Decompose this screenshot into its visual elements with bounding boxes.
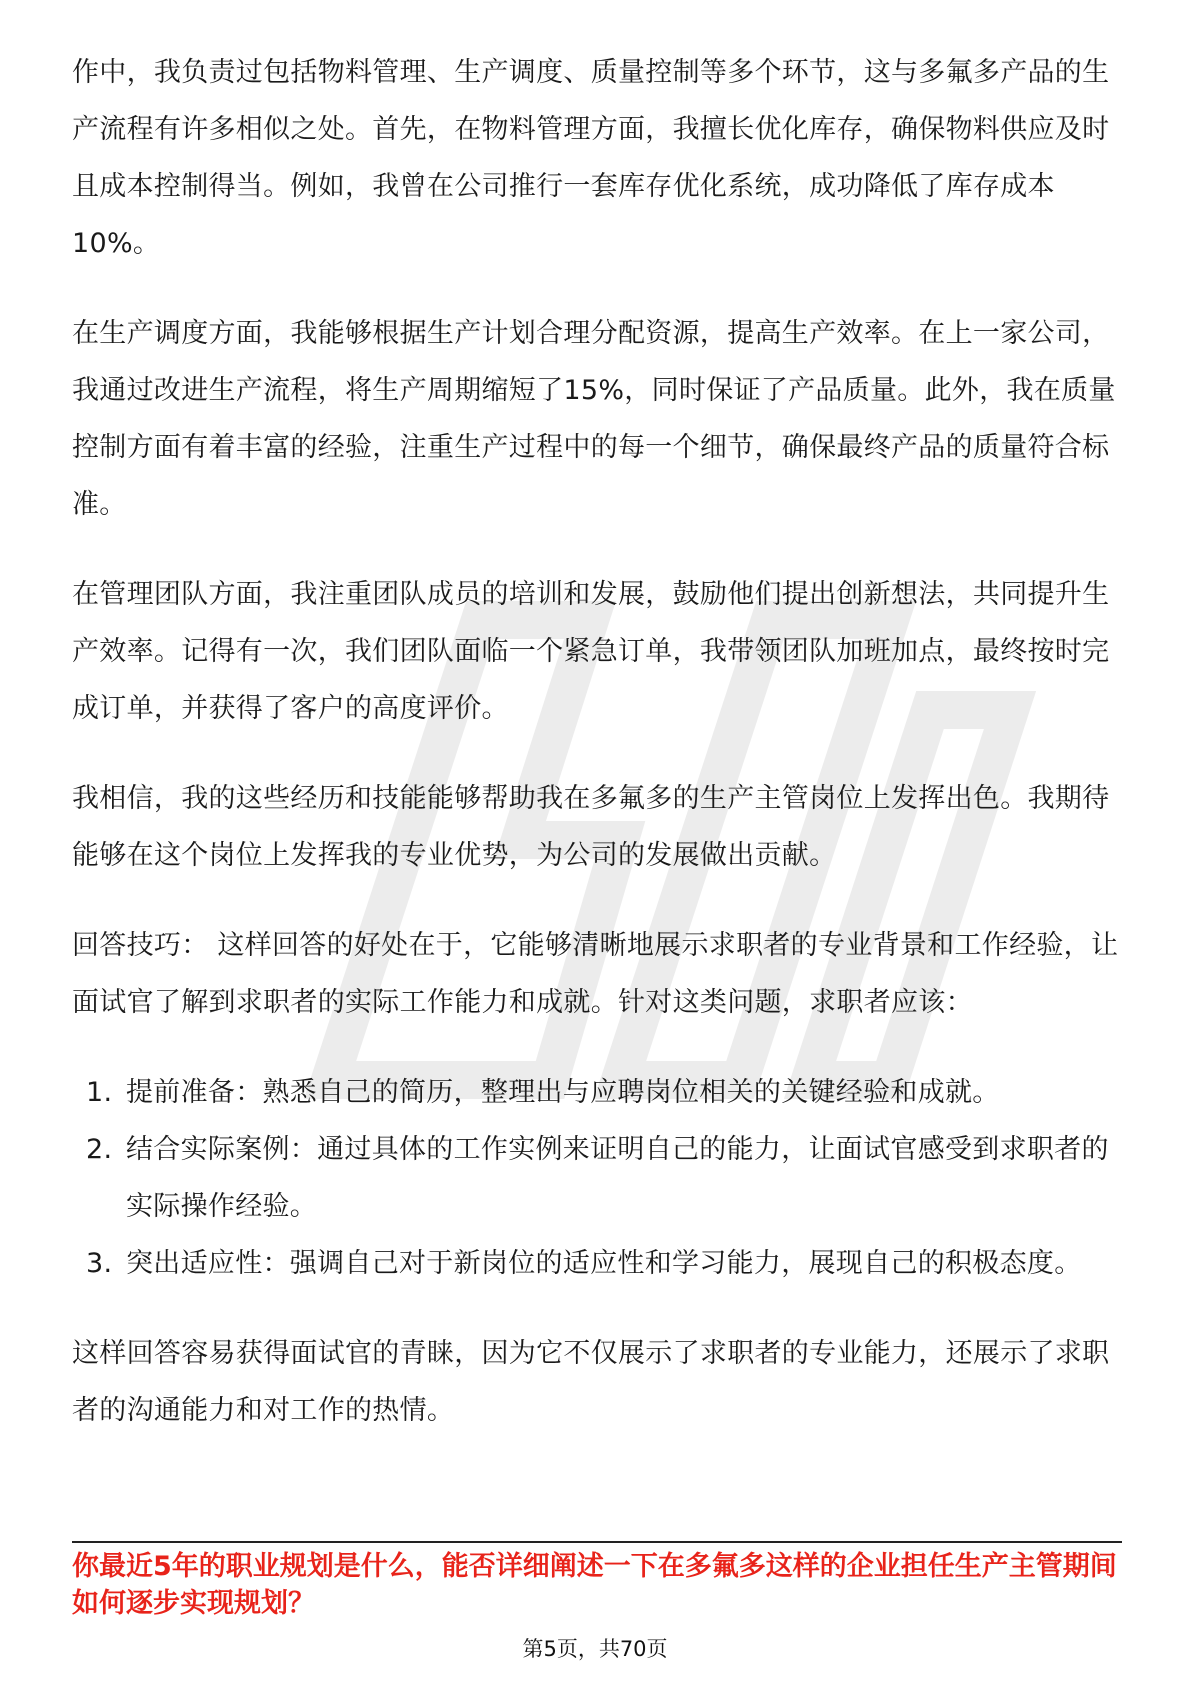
page-footer <box>0 1634 1190 1664</box>
list-item-number: 2. <box>86 1134 113 1165</box>
list-item <box>72 1064 1122 1121</box>
list-item-text: 结合实际案例：通过具体的工作实例来证明自己的能力，让面试官感受到求职者的实际操作经验。 <box>126 1134 1109 1222</box>
answer-paragraph-4: 我相信，我的这些经历和技能能够帮助我在多氟多的生产主管岗位上发挥出色。我期待能够在这个岗位上发挥我的专业优势，为公司的发展做出贡献。 <box>72 783 1110 871</box>
list-item-number: 1. <box>86 1077 113 1108</box>
answer-paragraph-2: 在生产调度方面，我能够根据生产计划合理分配资源，提高生产效率。在上一家公司，我通过改进生产流程，将生产周期缩短了15%，同时保证了产品质量。此外，我在质量控制方面有着丰富的经验，注重生产过程中的每一个细节，确保最终产品的质量符合标准。 <box>72 318 1116 520</box>
answer-paragraph-3: 在管理团队方面，我注重团队成员的培训和发展，鼓励他们提出创新想法，共同提升生产效率。记得有一次，我们团队面临一个紧急订单，我带领团队加班加点，最终按时完成订单，并获得了客户的高度评价。 <box>72 579 1110 724</box>
list-item-number: 3. <box>86 1248 113 1279</box>
list-item-text: 提前准备：熟悉自己的简历，整理出与应聘岗位相关的关键经验和成就。 <box>126 1077 1000 1108</box>
document-body <box>72 44 1122 1472</box>
next-question-heading: 你最近5年的职业规划是什么，能否详细阐述一下在多氟多这样的企业担任生产主管期间如何逐步实现规划？ <box>72 1551 1117 1619</box>
section-divider <box>72 1541 1122 1543</box>
answer-paragraph-1: 作中，我负责过包括物料管理、生产调度、质量控制等多个环节，这与多氟多产品的生产流程有许多相似之处。首先，在物料管理方面，我擅长优化库存，确保物料供应及时且成本控制得当。例如，我曾在公司推行一套库存优化系统，成功降低了库存成本10%。 <box>72 57 1110 259</box>
list-item <box>72 1121 1122 1235</box>
closing-paragraph: 这样回答容易获得面试官的青睐，因为它不仅展示了求职者的专业能力，还展示了求职者的沟通能力和对工作的热情。 <box>72 1338 1110 1426</box>
answer-tips-list <box>72 1064 1122 1292</box>
page-number: 第5页，共70页 <box>522 1637 668 1661</box>
list-item <box>72 1235 1122 1292</box>
list-item-text: 突出适应性：强调自己对于新岗位的适应性和学习能力，展现自己的积极态度。 <box>126 1248 1082 1279</box>
answer-tips-intro: 回答技巧： 这样回答的好处在于，它能够清晰地展示求职者的专业背景和工作经验，让面试官了解到求职者的实际工作能力和成就。针对这类问题，求职者应该： <box>72 930 1119 1018</box>
